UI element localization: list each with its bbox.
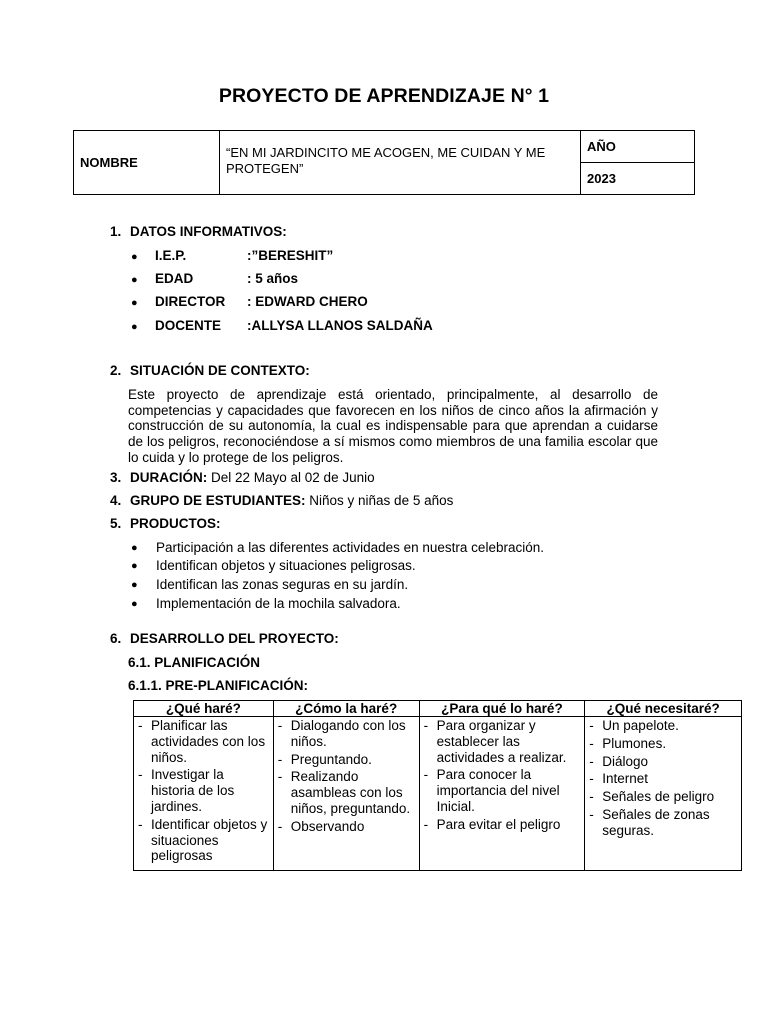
list-item: - Señales de zonas seguras. bbox=[589, 807, 737, 839]
table-header-row bbox=[134, 701, 742, 717]
table-row bbox=[134, 717, 742, 871]
list-item: - Preguntando. bbox=[278, 752, 415, 768]
section-situacion-contexto bbox=[110, 363, 310, 378]
section-number: 1. bbox=[110, 224, 122, 239]
info-key: EDAD bbox=[155, 271, 194, 286]
section-number: 2. bbox=[110, 363, 122, 378]
list-item: - Identificar objetos y situaciones peligrosas bbox=[138, 817, 269, 864]
info-key: DOCENTE bbox=[155, 318, 222, 333]
bullet-icon: ● bbox=[131, 297, 138, 309]
list-item: - Para organizar y establecer las actividades a realizar. bbox=[424, 718, 581, 765]
product-text: Participación a las diferentes actividades en nuestra celebración. bbox=[156, 540, 544, 555]
bullet-icon: ● bbox=[131, 598, 138, 610]
section-title: DURACIÓN: bbox=[130, 470, 208, 485]
bullet-icon: ● bbox=[131, 251, 138, 263]
info-key: I.E.P. bbox=[155, 248, 187, 263]
table-cell-como-la-hare bbox=[273, 717, 419, 871]
list-item: - Plumones. bbox=[589, 736, 737, 752]
info-key: DIRECTOR bbox=[155, 294, 226, 309]
list-item: - Dialogando con los niños. bbox=[278, 718, 415, 750]
info-value: : 5 años bbox=[247, 271, 299, 286]
section-number: 5. bbox=[110, 516, 122, 531]
group-value: Niños y niñas de 5 años bbox=[305, 493, 454, 508]
product-text: Implementación de la mochila salvadora. bbox=[156, 596, 401, 611]
section-number: 4. bbox=[110, 493, 122, 508]
section-number: 6. bbox=[110, 631, 122, 646]
list-item: - Internet bbox=[589, 771, 737, 787]
list-item: - Observando bbox=[278, 819, 415, 835]
year-value: 2023 bbox=[581, 163, 695, 195]
product-text: Identifican objetos y situaciones peligrosas. bbox=[156, 558, 416, 573]
duration-value: Del 22 Mayo al 02 de Junio bbox=[207, 470, 375, 485]
project-name: “EN MI JARDINCITO ME ACOGEN, ME CUIDAN Y ME PROTEGEN” bbox=[220, 131, 581, 195]
list-item: - Diálogo bbox=[589, 754, 737, 770]
list-item: - Para conocer la importancia del nivel Inicial. bbox=[424, 767, 581, 814]
bullet-icon: ● bbox=[131, 321, 138, 333]
section-title: SITUACIÓN DE CONTEXTO: bbox=[130, 363, 310, 378]
list-item: - Señales de peligro bbox=[589, 789, 737, 805]
product-text: Identifican las zonas seguras en su jardín. bbox=[156, 577, 409, 592]
bullet-icon: ● bbox=[131, 274, 138, 286]
list-item: - Realizando asambleas con los niños, preguntando. bbox=[278, 769, 415, 816]
section-datos-informativos bbox=[110, 224, 287, 239]
column-header: ¿Para qué lo haré? bbox=[419, 701, 585, 717]
column-header: ¿Cómo la haré? bbox=[273, 701, 419, 717]
subsection-planificacion: 6.1. PLANIFICACIÓN bbox=[128, 655, 261, 670]
list-item: - Investigar la historia de los jardines. bbox=[138, 767, 269, 814]
table-cell-que-necesitare bbox=[585, 717, 742, 871]
bullet-icon: ● bbox=[131, 560, 138, 572]
section-productos bbox=[110, 516, 221, 531]
section-grupo-estudiantes bbox=[110, 493, 453, 508]
list-item: - Un papelote. bbox=[589, 718, 737, 734]
year-label: AÑO bbox=[581, 131, 695, 163]
section-title: PRODUCTOS: bbox=[130, 516, 221, 531]
section-desarrollo-proyecto bbox=[110, 631, 339, 646]
bullet-icon: ● bbox=[131, 542, 138, 554]
bullet-icon: ● bbox=[131, 579, 138, 591]
section-title: DESARROLLO DEL PROYECTO: bbox=[130, 631, 339, 646]
info-value: : EDWARD CHERO bbox=[247, 294, 368, 309]
section-number: 3. bbox=[110, 470, 122, 485]
context-paragraph: Este proyecto de aprendizaje está orientado, principalmente, al desarrollo de competencias y capacidades que favorecen en los niños de cinco años la afirmación y construcción de su autonomía, la cual es indispensable para que aprendan a cuidarse de los peligros, reconociéndose a sí mismos como miembros de una familia escolar que lo cuida y lo protege de los peligros. bbox=[128, 387, 658, 465]
project-header-table bbox=[73, 130, 695, 195]
section-duracion bbox=[110, 470, 375, 485]
info-value: :ALLYSA LLANOS SALDAÑA bbox=[247, 318, 433, 333]
column-header: ¿Qué haré? bbox=[134, 701, 274, 717]
table-cell-que-hare bbox=[134, 717, 274, 871]
pre-planning-table bbox=[133, 700, 742, 871]
list-item: - Planificar las actividades con los niños. bbox=[138, 718, 269, 765]
table-cell-para-que-lo-hare bbox=[419, 717, 585, 871]
column-header: ¿Qué necesitaré? bbox=[585, 701, 742, 717]
info-value: :”BERESHIT” bbox=[247, 248, 334, 263]
section-title: GRUPO DE ESTUDIANTES: bbox=[130, 493, 306, 508]
nombre-label: NOMBRE bbox=[74, 131, 220, 195]
subsection-pre-planificacion: 6.1.1. PRE-PLANIFICACIÓN: bbox=[128, 678, 309, 693]
document-title: PROYECTO DE APRENDIZAJE N° 1 bbox=[218, 85, 550, 107]
list-item: - Para evitar el peligro bbox=[424, 817, 581, 833]
section-title: DATOS INFORMATIVOS: bbox=[130, 224, 287, 239]
